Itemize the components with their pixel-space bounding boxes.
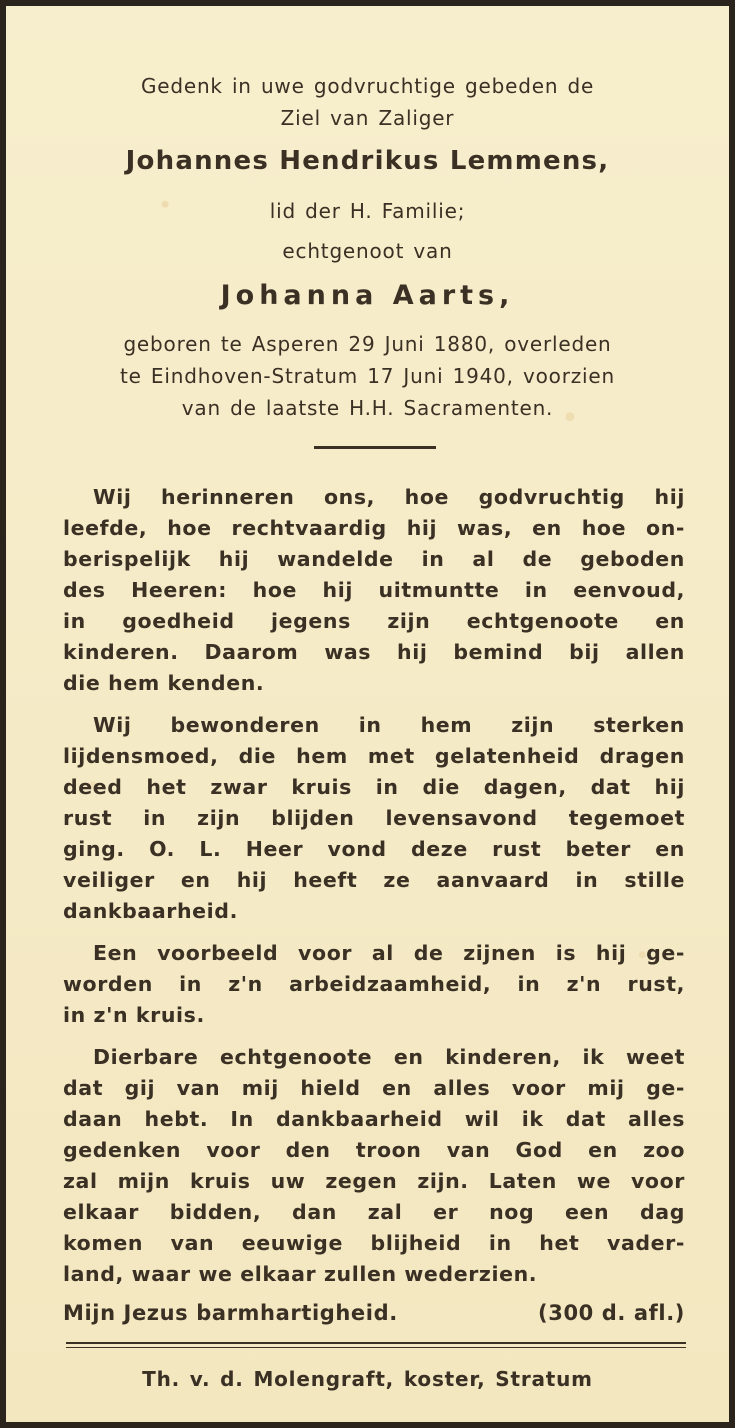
- spouse-intro: echtgenoot van: [282, 239, 453, 263]
- prayer-text: Mijn Jezus barmhartigheid.: [63, 1301, 398, 1325]
- printer-credit: Th. v. d. Molengraft, koster, Stratum: [142, 1367, 593, 1391]
- header-line-1: Gedenk in uwe godvruchtige gebeden de: [140, 74, 595, 98]
- paragraph-2-line-5: ging. O. L. Heer vond deze rust beter en: [63, 837, 685, 861]
- paragraph-2-line-1: Wij bewonderen in hem zijn sterken: [93, 713, 685, 737]
- paragraph-1-line-7: die hem kenden.: [63, 671, 265, 695]
- paragraph-4-line-3: daan hebt. In dankbaarheid wil ik dat alles: [63, 1107, 685, 1131]
- indulgence-note: (300 d. afl.): [538, 1301, 685, 1325]
- header-line-2: Ziel van Zaliger: [280, 106, 455, 130]
- paragraph-1-line-2: leefde, hoe rechtvaardig hij was, en hoe on-: [63, 516, 685, 540]
- paragraph-1-line-1: Wij herinneren ons, hoe godvruchtig hij: [93, 485, 685, 509]
- paragraph-4-line-1: Dierbare echtgenoote en kinderen, ik weet: [93, 1045, 685, 1069]
- paragraph-1-line-4: des Heeren: hoe hij uitmuntte in eenvoud,: [63, 578, 685, 602]
- affiliation: lid der H. Familie;: [269, 199, 466, 223]
- paragraph-4-line-6: elkaar bidden, dan zal er nog een dag: [63, 1200, 685, 1224]
- deceased-name: Johannes Hendrikus Lemmens,: [125, 146, 610, 176]
- paragraph-2-line-6: veiliger en hij heeft ze aanvaard in stille: [63, 868, 685, 892]
- paragraph-2-line-2: lijdensmoed, die hem met gelatenheid dragen: [63, 744, 685, 768]
- paragraph-1-line-3: berispelijk hij wandelde in al de geboden: [63, 547, 685, 571]
- paragraph-4-line-5: zal mijn kruis uw zegen zijn. Laten we voor: [63, 1169, 685, 1193]
- memorial-card: [6, 6, 729, 1422]
- footer-divider-1: [66, 1342, 686, 1344]
- paragraph-2-line-3: deed het zwar kruis in die dagen, dat hij: [63, 775, 685, 799]
- header-divider: [314, 446, 436, 449]
- paragraph-3-line-2: worden in z'n arbeidzaamheid, in z'n rust,: [63, 972, 685, 996]
- paragraph-3-line-1: Een voorbeeld voor al de zijnen is hij ge-: [93, 941, 685, 965]
- spouse-name: Johanna Aarts,: [220, 280, 515, 311]
- paragraph-3-line-3: in z'n kruis.: [63, 1003, 205, 1027]
- paragraph-4-line-8: land, waar we elkaar zullen wederzien.: [63, 1262, 538, 1286]
- paragraph-1-line-5: in goedheid jegens zijn echtgenoote en: [63, 609, 685, 633]
- paragraph-2-line-7: dankbaarheid.: [63, 899, 238, 923]
- paragraph-1-line-6: kinderen. Daarom was hij bemind bij allen: [63, 640, 685, 664]
- paragraph-4-line-2: dat gij van mij hield en alles voor mij ge-: [63, 1076, 685, 1100]
- paragraph-4-line-7: komen van eeuwige blijheid in het vader-: [63, 1231, 685, 1255]
- paragraph-4-line-4: gedenken voor den troon van God en zoo: [63, 1138, 685, 1162]
- paragraph-2-line-4: rust in zijn blijden levensavond tegemoet: [63, 806, 685, 830]
- life-line-3: van de laatste H.H. Sacramenten.: [181, 396, 554, 420]
- life-line-1: geboren te Asperen 29 Juni 1880, overleden: [123, 332, 612, 356]
- footer-divider-2: [66, 1347, 686, 1348]
- life-line-2: te Eindhoven-Stratum 17 Juni 1940, voorzien: [120, 364, 615, 388]
